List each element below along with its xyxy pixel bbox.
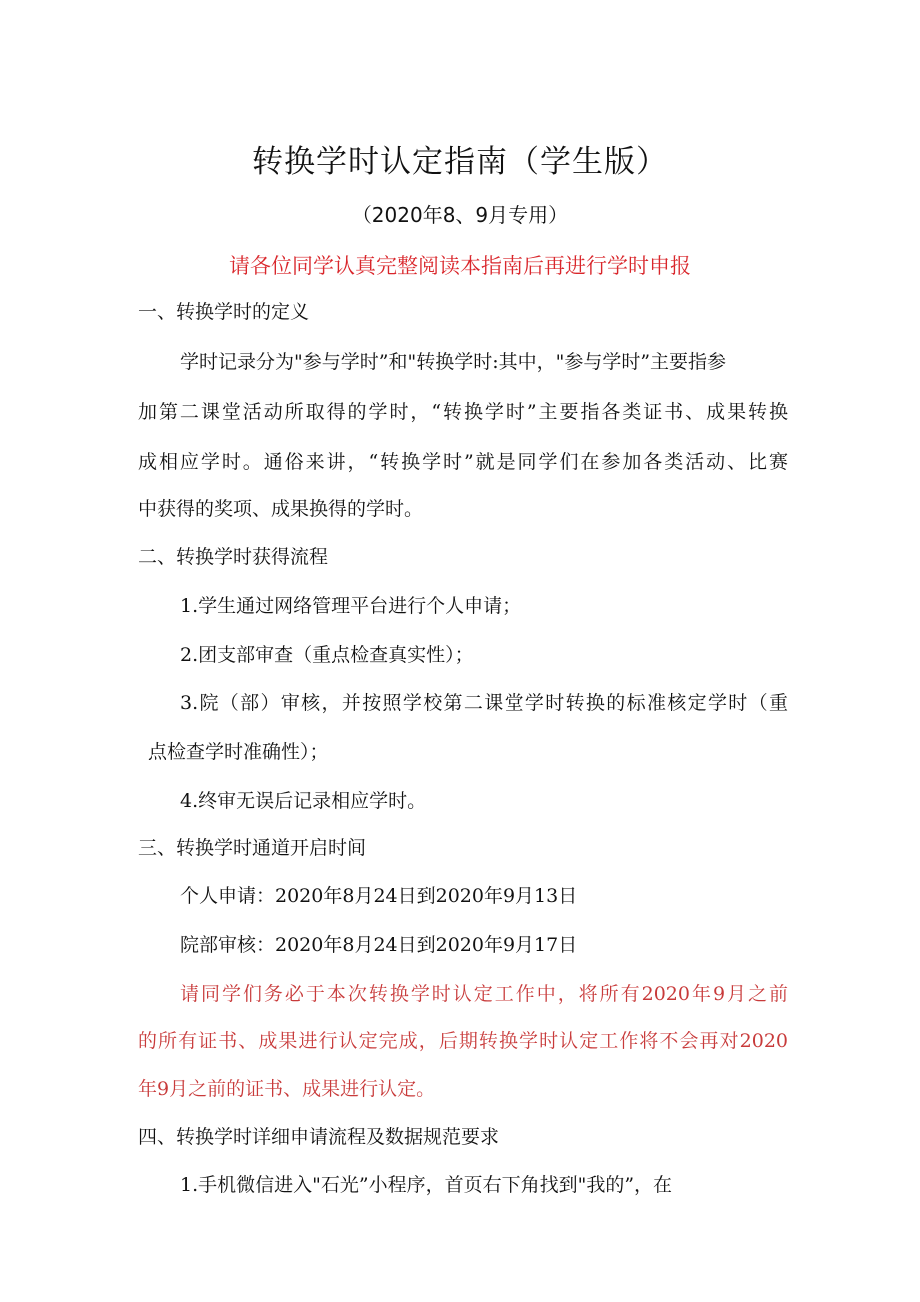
section-2-heading: 二、转换学时获得流程	[138, 546, 329, 568]
section-1-heading: 一、转换学时的定义	[138, 301, 310, 323]
reminder-line-2: 的所有证书、成果进行认定完成，后期转换学时认定工作将不会再对2020	[138, 1030, 788, 1052]
section-3-heading: 三、转换学时通道开启时间	[138, 837, 367, 859]
document-subtitle: （2020年8、9月专用）	[351, 203, 569, 227]
section-2-step-3-line-2: 点检查学时准确性）；	[148, 741, 329, 763]
section-4-heading: 四、转换学时详细申请流程及数据规范要求	[138, 1126, 500, 1148]
personal-application-period: 个人申请：2020年8月24日到2020年9月13日	[180, 885, 578, 907]
section-1-paragraph-line-4: 中获得的奖项、成果换得的学时。	[138, 498, 424, 520]
section-2-step-1: 1.学生通过网络管理平台进行个人申请；	[180, 595, 522, 617]
reminder-line-3: 年9月之前的证书、成果进行认定。	[138, 1078, 436, 1100]
section-2-step-3-line-1: 3.院（部）审核，并按照学校第二课堂学时转换的标准核定学时（重	[180, 692, 788, 714]
section-2-step-2: 2.团支部审查（重点检查真实性）；	[180, 644, 474, 666]
section-2-step-4: 4.终审无误后记录相应学时。	[180, 790, 427, 812]
section-1-paragraph-line-3: 成相应学时。通俗来讲，“转换学时”就是同学们在参加各类活动、比赛	[138, 451, 788, 473]
section-1-paragraph-line-1: 学时记录分为"参与学时”和"转换学时:其中，"参与学时”主要指参	[180, 351, 727, 373]
section-1-paragraph-line-2: 加第二课堂活动所取得的学时，“转换学时”主要指各类证书、成果转换	[138, 401, 788, 423]
reminder-line-1: 请同学们务必于本次转换学时认定工作中，将所有2020年9月之前	[180, 983, 788, 1005]
document-title: 转换学时认定指南（学生版）	[252, 144, 668, 180]
department-review-period: 院部审核：2020年8月24日到2020年9月17日	[180, 934, 578, 956]
section-4-step-1: 1.手机微信进入"石光”小程序，首页右下角找到"我的”，在	[180, 1174, 673, 1196]
reading-notice: 请各位同学认真完整阅读本指南后再进行学时申报	[229, 254, 691, 278]
